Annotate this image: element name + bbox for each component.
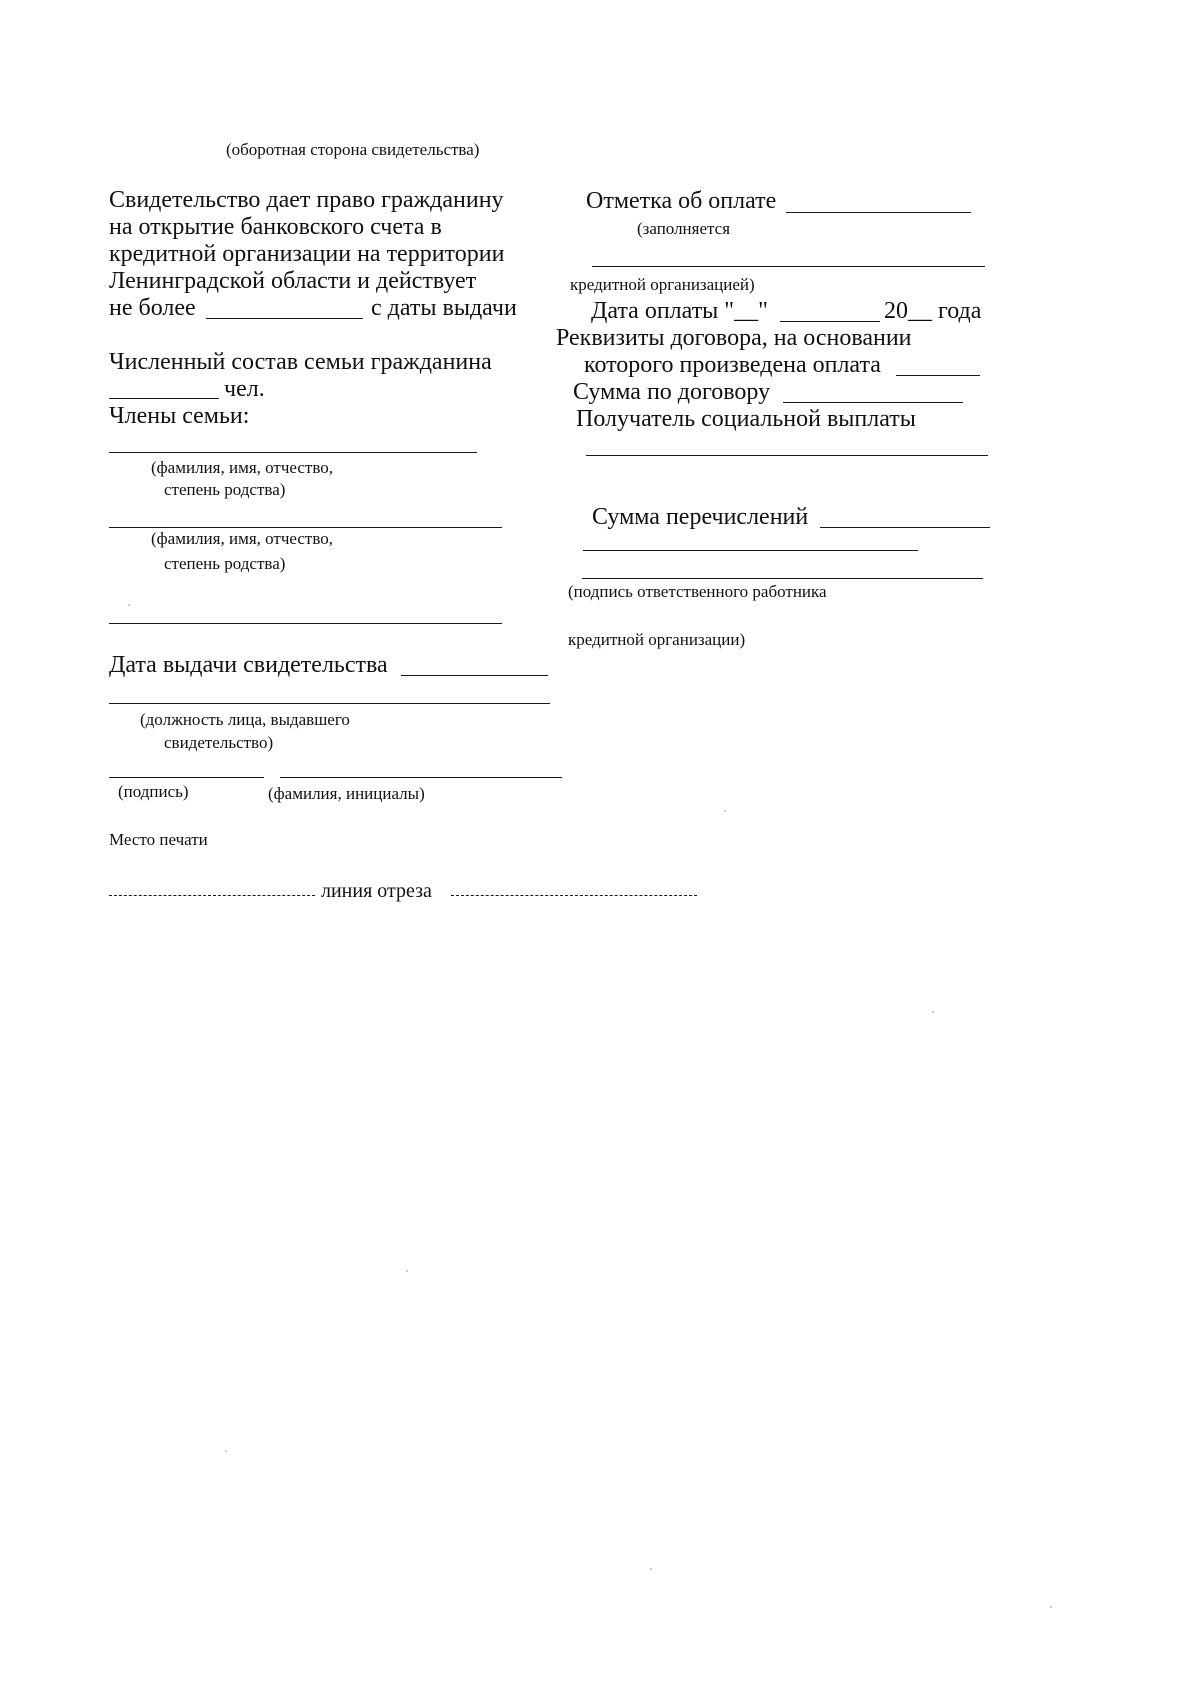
recipient-line (586, 455, 988, 456)
cut-line-right (451, 895, 697, 896)
scan-speck (406, 1270, 408, 1272)
scan-speck (1050, 1606, 1052, 1608)
stamp-place-label: Место печати (109, 830, 208, 849)
member-1-caption: (фамилия, имя, отчество, (151, 458, 334, 477)
payment-date-label: Дата оплаты "__" (591, 298, 768, 324)
persons-unit: чел. (224, 376, 265, 402)
scan-speck (724, 810, 726, 812)
rights-text-line: Свидетельство дает право гражданину (109, 187, 504, 213)
payment-mark-line (592, 266, 985, 267)
officer-caption: кредитной организации) (568, 630, 746, 649)
filled-by-caption: (заполняется (637, 219, 731, 238)
member-1-caption: степень родства) (164, 480, 286, 499)
scan-speck (650, 1568, 652, 1570)
transfer-sum-blank (820, 527, 990, 528)
family-count-label: Численный состав семьи гражданина (109, 349, 492, 375)
rights-text-line: Ленинградской области и действует (109, 268, 477, 294)
validity-suffix: с даты выдачи (371, 295, 517, 321)
contract-requisites-blank (896, 375, 980, 376)
payment-year: 20__ (884, 298, 932, 324)
issue-date-blank (401, 675, 548, 676)
contract-requisites-label: которого произведена оплата (584, 352, 881, 378)
scan-speck (128, 604, 130, 606)
validity-prefix: не более (109, 295, 196, 321)
position-caption: свидетельство) (164, 733, 274, 752)
transfer-sum-label: Сумма перечислений (592, 504, 809, 530)
position-line (109, 703, 550, 704)
scan-speck (225, 1450, 227, 1452)
name-caption: (фамилия, инициалы) (268, 784, 425, 803)
member-2-line (109, 527, 502, 528)
member-2-caption: (фамилия, имя, отчество, (151, 529, 334, 548)
recipient-label: Получатель социальной выплаты (576, 406, 916, 432)
officer-caption: (подпись ответственного работника (568, 582, 827, 601)
officer-signature-line (582, 578, 983, 579)
payment-mark-label: Отметка об оплате (586, 188, 777, 214)
position-caption: (должность лица, выдавшего (140, 710, 350, 729)
payment-month-blank (780, 321, 880, 322)
scan-speck (932, 1011, 934, 1013)
family-members-label: Члены семьи: (109, 403, 250, 429)
rights-text-line: кредитной организации на территории (109, 241, 505, 267)
payment-year-word: года (938, 298, 982, 324)
name-line (280, 777, 562, 778)
contract-requisites-label: Реквизиты договора, на основании (556, 325, 912, 351)
page-header: (оборотная сторона свидетельства) (226, 140, 480, 159)
rights-text-line: на открытие банковского счета в (109, 214, 442, 240)
member-1-line (109, 452, 477, 453)
issue-date-label: Дата выдачи свидетельства (109, 652, 388, 678)
transfer-sum-line (583, 550, 918, 551)
cut-line-label: линия отреза (321, 880, 432, 902)
cut-line-left (109, 895, 315, 896)
contract-sum-blank (783, 402, 963, 403)
payment-mark-blank (786, 212, 971, 213)
validity-blank (206, 318, 363, 319)
contract-sum-label: Сумма по договору (573, 379, 771, 405)
signature-line (109, 777, 264, 778)
filled-by-caption: кредитной организацией) (570, 275, 755, 294)
signature-caption: (подпись) (118, 782, 189, 801)
member-3-line (109, 623, 502, 624)
family-count-blank (109, 398, 219, 399)
member-2-caption: степень родства) (164, 554, 286, 573)
